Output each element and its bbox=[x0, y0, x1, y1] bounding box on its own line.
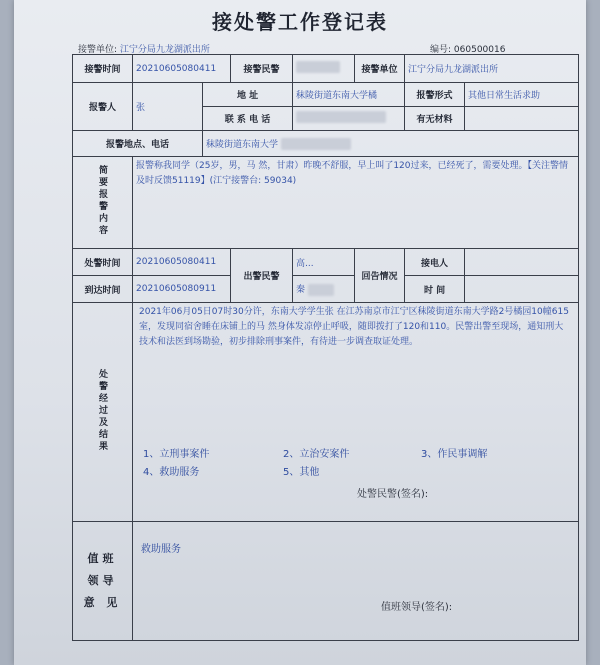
dispatch-officer-signature-label: 处警民警(签名): bbox=[357, 489, 429, 500]
redaction bbox=[308, 284, 334, 296]
reply-label: 回告情况 bbox=[355, 249, 405, 303]
receive-time-label: 接警时间 bbox=[73, 55, 133, 83]
reply-time-value bbox=[465, 276, 579, 303]
location-label: 报警地点、电话 bbox=[73, 131, 203, 157]
location-text: 秣陵街道东南大学 bbox=[206, 139, 279, 150]
result-text: 2021年06月05日07时30分许，东南大学学生张 在江苏南京市江宁区秣陵街道东南大学路2号橘园10幢615室，发现同宿舍睡在床铺上的马 然身体发凉停止呼吸，随即拨打了120和110。民警出警至现场，通知刑大技术和法医到场勘验，初步排除刑事案件，有待进一步调查取证处理。 bbox=[139, 307, 569, 347]
summary-cell bbox=[133, 157, 579, 249]
arrive-time-value: 20210605080911 bbox=[133, 276, 231, 303]
row-result bbox=[73, 303, 579, 522]
dispatch-time-label: 处警时间 bbox=[73, 249, 133, 276]
option-other: 5、其他 bbox=[283, 467, 320, 478]
material-label: 有无材料 bbox=[405, 107, 465, 131]
report-form-label: 报警形式 bbox=[405, 83, 465, 107]
contact-label: 接电人 bbox=[405, 249, 465, 276]
dispatch-officer-2 bbox=[293, 276, 355, 303]
row-reporter-address bbox=[73, 83, 579, 107]
receive-time-value: 20210605080411 bbox=[133, 55, 231, 83]
summary-label-cell bbox=[73, 157, 133, 249]
form-number-label: 编号: bbox=[430, 45, 452, 55]
material-value bbox=[465, 107, 579, 131]
dispatch-officer-1: 高... bbox=[293, 249, 355, 276]
row-dispatch-time bbox=[73, 249, 579, 276]
address-label: 地 址 bbox=[203, 83, 293, 107]
dispatch-officer-2-name: 秦 bbox=[296, 285, 306, 296]
row-leader bbox=[73, 522, 579, 641]
row-receive bbox=[73, 55, 579, 83]
result-label: 处警经过及结果 bbox=[97, 368, 107, 453]
address-value: 秣陵街道东南大学橘 bbox=[293, 83, 405, 107]
reporter-label: 报警人 bbox=[73, 83, 133, 131]
row-arrive-time bbox=[73, 276, 579, 303]
row-location bbox=[73, 131, 579, 157]
dispatch-officer-label: 出警民警 bbox=[231, 249, 293, 303]
leader-label-cell bbox=[73, 522, 133, 641]
redaction bbox=[281, 138, 351, 150]
option-civil-mediation: 3、作民事调解 bbox=[421, 449, 488, 460]
option-rescue-service: 4、救助服务 bbox=[143, 467, 200, 478]
registration-form-paper bbox=[14, 0, 586, 665]
arrive-time-label: 到达时间 bbox=[73, 276, 133, 303]
result-cell bbox=[133, 303, 579, 522]
location-value bbox=[203, 131, 579, 157]
dispatch-time-value: 20210605080411 bbox=[133, 249, 231, 276]
report-form-value: 其他日常生活求助 bbox=[465, 83, 579, 107]
option-public-security-case: 2、立治安案件 bbox=[283, 449, 350, 460]
phone-label: 联 系 电 话 bbox=[203, 107, 293, 131]
leader-cell bbox=[133, 522, 579, 641]
phone-value bbox=[293, 107, 405, 131]
leader-signature-label: 值班领导(签名): bbox=[381, 602, 453, 613]
receive-officer-value bbox=[293, 55, 355, 83]
receiving-unit-label: 接警单位: bbox=[78, 45, 118, 55]
form-title: 接处警工作登记表 bbox=[212, 10, 388, 34]
result-label-cell bbox=[73, 303, 133, 522]
summary-text: 报警称我同学（25岁，男，马 然，甘肃）昨晚不舒服，早上叫了120过来，已经死了，需要处理。【关注警情及时反馈51119】(江宁接警台: 59034) bbox=[136, 161, 568, 186]
option-criminal-case: 1、立刑事案件 bbox=[143, 449, 210, 460]
form-number-value: 060500016 bbox=[453, 45, 506, 55]
redaction bbox=[296, 61, 340, 73]
row-summary bbox=[73, 157, 579, 249]
reply-time-label: 时 间 bbox=[405, 276, 465, 303]
contact-value bbox=[465, 249, 579, 276]
summary-label: 简要报警内容 bbox=[97, 165, 107, 237]
receive-unit-label: 接警单位 bbox=[355, 55, 405, 83]
leader-opinion-text: 救助服务 bbox=[141, 544, 181, 555]
redaction bbox=[296, 111, 386, 123]
receive-unit-value: 江宁分局九龙湖派出所 bbox=[405, 55, 579, 83]
form-table bbox=[72, 54, 579, 641]
receive-officer-label: 接警民警 bbox=[231, 55, 293, 83]
leader-label: 值班领导意 见 bbox=[83, 552, 122, 609]
receiving-unit-value: 江宁分局九龙湖派出所 bbox=[119, 45, 210, 55]
reporter-name: 张 bbox=[133, 83, 203, 131]
